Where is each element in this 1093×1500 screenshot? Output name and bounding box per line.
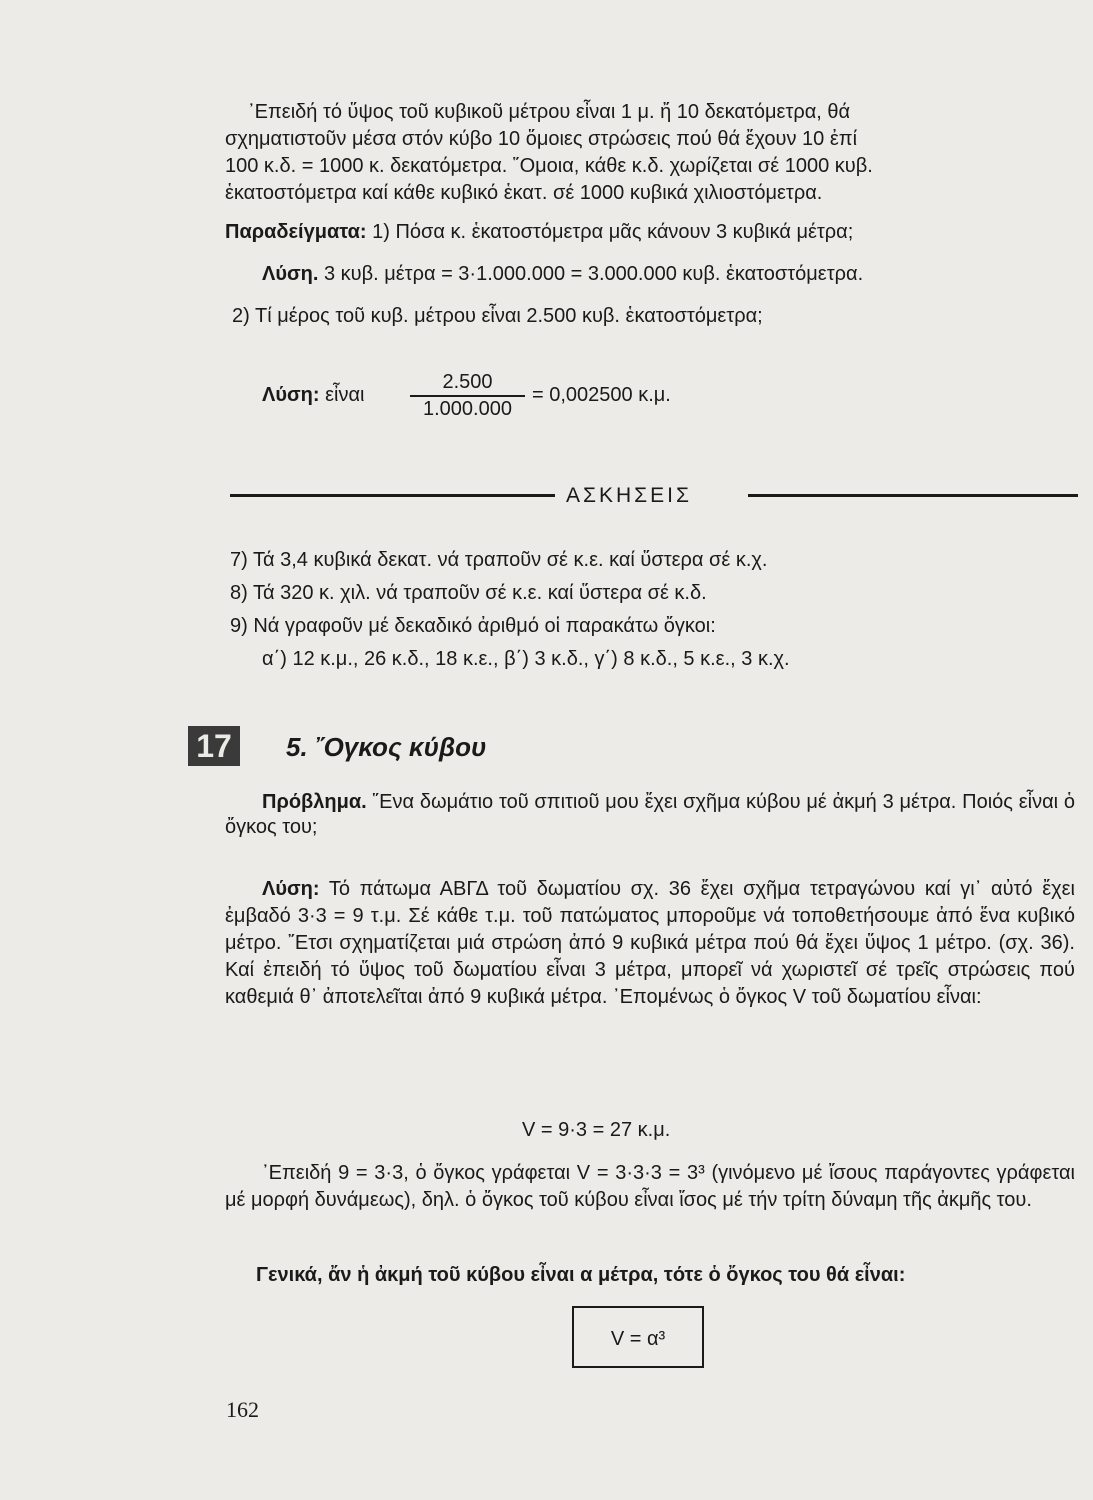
intro-line-2: σχηματιστοῦν μέσα στόν κύβο 10 ὅμοιες στρώσεις πού θά ἔχουν 10 ἐπί [225, 128, 858, 150]
examples-label: Παραδείγματα: [225, 221, 367, 243]
fraction-numerator: 2.500 [410, 370, 525, 397]
problem-paragraph [225, 790, 1075, 840]
problem-text: ῞Ενα δωμάτιο τοῦ σπιτιοῦ μου ἔχει σχῆμα κύβου μέ ἀκμή 3 μέτρα. Ποιός εἶναι ὁ ὄγκος του; [225, 791, 1075, 838]
divider-left [230, 494, 555, 497]
example-2-question: 2) Τί μέρος τοῦ κυβ. μέτρου εἶναι 2.500 κυβ. ἑκατοστόμετρα; [232, 305, 763, 327]
section-number-badge: 17 [188, 726, 240, 766]
example-1-solution [262, 262, 863, 287]
example-1 [225, 220, 853, 245]
example-2-solution [262, 383, 364, 408]
exercise-9-items: α΄) 12 κ.μ., 26 κ.δ., 18 κ.ε., β΄) 3 κ.δ., γ΄) 8 κ.δ., 5 κ.ε., 3 κ.χ. [262, 648, 790, 670]
general-statement [256, 1263, 905, 1288]
conclusion-paragraph: ᾽Επειδή 9 = 3·3, ὁ ὄγκος γράφεται V = 3·3·3 = 3³ (γινόμενο μέ ἴσους παράγοντες γράφεται μέ μορφή δυνάμεως), δηλ. ὁ ὄγκος τοῦ κύβου εἶναι ἴσος μέ τήν τρίτη δύναμη τῆς ἀκμῆς του. [225, 1162, 1075, 1211]
general-label: Γενικά, [256, 1264, 323, 1286]
exercise-7: 7) Τά 3,4 κυβικά δεκατ. νά τραποῦν σέ κ.ε. καί ὕστερα σέ κ.χ. [230, 549, 768, 571]
example-1-question: 1) Πόσα κ. ἑκατοστόμετρα μᾶς κάνουν 3 κυβικά μέτρα; [372, 221, 854, 243]
fraction [410, 370, 525, 421]
general-text: ἄν ἡ ἀκμή τοῦ κύβου εἶναι α μέτρα, τότε ὁ ὄγκος του θά εἶναι: [328, 1264, 906, 1286]
example-1-solution-text: 3 κυβ. μέτρα = 3·1.000.000 = 3.000.000 κυβ. ἑκατοστόμετρα. [324, 263, 864, 285]
intro-line-1: ᾽Επειδή τό ὕψος τοῦ κυβικοῦ μέτρου εἶναι 1 μ. ἤ 10 δεκατόμετρα, θά [248, 101, 851, 123]
cube-volume-formula: V = α³ [572, 1306, 704, 1368]
volume-equation: V = 9·3 = 27 κ.μ. [522, 1119, 671, 1141]
solution-label: Λύση. [262, 263, 319, 285]
section-title: 5. ῎Ογκος κύβου [286, 732, 487, 762]
example-2-result: = 0,002500 κ.μ. [532, 384, 671, 406]
problem-label: Πρόβλημα. [262, 791, 367, 813]
intro-line-3: 100 κ.δ. = 1000 κ. δεκατόμετρα. ῞Ομοια, κάθε κ.δ. χωρίζεται σέ 1000 κυβ. [225, 155, 873, 177]
page-number: 162 [226, 1397, 259, 1422]
exercise-9: 9) Νά γραφοῦν μέ δεκαδικό ἀριθμό οἱ παρακάτω ὄγκοι: [230, 615, 716, 637]
solution-text: Τό πάτωμα ΑΒΓΔ τοῦ δωματίου σχ. 36 ἔχει σχῆμα τετραγώνου καί γι᾽ αὐτό ἔχει ἐμβαδό 3·3 = 9 τ.μ. Σέ κάθε τ.μ. τοῦ πατώματος μποροῦμε νά τοποθετήσουμε ἀπό ἕνα κυβικό μέτρο. ῎Ετσι σχηματίζεται μιά στρώση ἀπό 9 κυβικά μέτρα πού θά ἔχει ὕψος 1 μέτρο. (σχ. 36). Καί ἐπειδή τό ὕψος τοῦ δωματίου εἶναι 3 μέτρα, μπορεῖ νά χωριστεῖ σέ τρεῖς στρώσεις πού καθεμιά θ᾽ ἀποτελεῖται ἀπό 9 κυβικά μέτρα. ᾽Επομένως ὁ ὄγκος V τοῦ δωματίου εἶναι: [225, 878, 1075, 1008]
divider-right [748, 494, 1078, 497]
intro-line-4: ἑκατοστόμετρα καί κάθε κυβικό ἑκατ. σέ 1000 κυβικά χιλιοστόμετρα. [225, 182, 823, 204]
example-2-solution-prefix: εἶναι [325, 384, 365, 406]
exercise-8: 8) Τά 320 κ. χιλ. νά τραποῦν σέ κ.ε. καί ὕστερα σέ κ.δ. [230, 582, 707, 604]
solution-paragraph [225, 876, 1075, 1011]
solution-label: Λύση: [262, 878, 320, 900]
solution-label: Λύση: [262, 384, 320, 406]
exercises-title: ΑΣΚΗΣΕΙΣ [566, 484, 692, 507]
fraction-denominator: 1.000.000 [423, 398, 512, 420]
